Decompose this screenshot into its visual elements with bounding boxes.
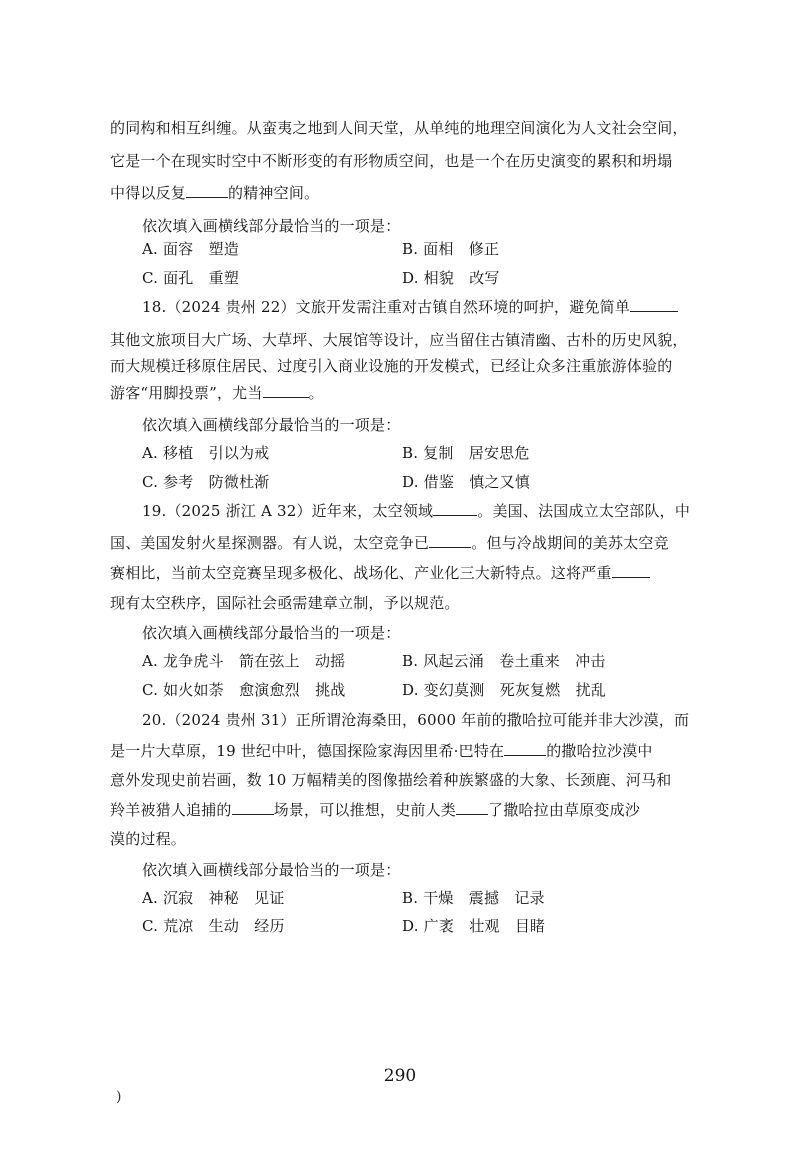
answer-blank: [433, 501, 477, 516]
question-text: 。但与冷战期间的美苏太空竞: [471, 534, 669, 552]
answer-blank: [456, 800, 488, 815]
option-a: A. 移植 引以为戒: [142, 444, 270, 462]
answer-blank: [263, 383, 309, 398]
question-18-line: 而大规模迁移原住居民、过度引入商业设施的开发模式，已经让众多注重旅游体验的: [110, 357, 673, 375]
question-text: 羚羊被猎人追捕的: [110, 801, 232, 819]
option-d: D. 借鉴 慎之又慎: [402, 473, 531, 491]
question-text: 了撒哈拉由草原变成沙: [488, 801, 641, 819]
option-c: C. 参考 防微杜渐: [142, 473, 270, 491]
question-20-line: 意外发现史前岩画，数 10 万幅精美的图像描绘着种族繁盛的大象、长颈鹿、河马和: [110, 771, 672, 789]
option-a: A. 龙争虎斗 箭在弦上 动摇: [142, 652, 346, 670]
question-text: 游客“用脚投票”，尤当: [110, 384, 263, 402]
option-d: D. 相貌 改写: [402, 269, 500, 287]
answer-blank: [186, 183, 228, 198]
passage-text: 中得以反复: [110, 184, 187, 202]
question-19-line: 现有太空秩序，国际社会亟需建章立制，予以规范。: [110, 594, 460, 612]
passage-line: [110, 183, 710, 203]
question-text: 19.（2025 浙江 A 32）近年来，太空领域: [142, 502, 434, 520]
question-text: 的撒哈拉沙漠中: [546, 742, 653, 760]
passage-line: 的同构和相互纠缠。从蛮夷之地到人间天堂，从单纯的地理空间演化为人文社会空间，: [110, 119, 688, 137]
question-20-line: [110, 800, 710, 820]
option-b: B. 复制 居安思危: [402, 444, 530, 462]
question-instruction: 依次填入画横线部分最恰当的一项是：: [142, 217, 401, 235]
answer-blank: [232, 800, 274, 815]
passage-line: 它是一个在现实时空中不断形变的有形物质空间，也是一个在历史演变的累积和坍塌: [110, 152, 673, 170]
question-text: 。美国、法国成立太空部队，中: [477, 502, 691, 520]
option-c: C. 荒凉 生动 经历: [142, 917, 285, 935]
question-text: 18.（2024 贵州 22）文旅开发需注重对古镇自然环境的呵护，避免简单: [142, 298, 631, 316]
page-number: 290: [383, 1066, 417, 1086]
question-instruction: 依次填入画横线部分最恰当的一项是：: [142, 624, 401, 642]
question-18-line: [142, 297, 742, 317]
question-20-line: 20.（2024 贵州 31）正所谓沧海桑田，6000 年前的撒哈拉可能并非大沙漠，而: [142, 711, 690, 729]
question-text: 赛相比，当前太空竞赛呈现多极化、战场化、产业化三大新特点。这将严重: [110, 564, 612, 582]
question-19-line: [110, 533, 710, 553]
passage-text: 的精神空间。: [228, 184, 320, 202]
answer-blank: [630, 297, 678, 312]
option-b: B. 干燥 震撼 记录: [402, 889, 545, 907]
scan-edge-mark: ): [116, 1089, 122, 1105]
option-a: A. 沉寂 神秘 见证: [142, 889, 285, 907]
option-c: C. 面孔 重塑: [142, 269, 240, 287]
option-d: D. 广袤 壮观 目睹: [402, 917, 546, 935]
question-19-line: [142, 501, 742, 521]
question-20-line: [110, 741, 710, 761]
answer-blank: [504, 741, 546, 756]
option-b: B. 面相 修正: [402, 240, 500, 258]
question-instruction: 依次填入画横线部分最恰当的一项是：: [142, 416, 401, 434]
question-18-line: 其他文旅项目大广场、大草坪、大展馆等设计，应当留住古镇清幽、古朴的历史风貌，: [110, 331, 688, 349]
answer-blank: [612, 563, 650, 578]
question-19-line: [110, 563, 710, 583]
question-text: 。: [308, 384, 324, 402]
option-c: C. 如火如荼 愈演愈烈 挑战: [142, 681, 346, 699]
question-text: 国、美国发射火星探测器。有人说，太空竞争已: [110, 534, 430, 552]
question-text: 是一片大草原，19 世纪中叶，德国探险家海因里希·巴特在: [110, 742, 505, 760]
question-instruction: 依次填入画横线部分最恰当的一项是：: [142, 861, 401, 879]
question-20-line: 漠的过程。: [110, 830, 187, 848]
option-b: B. 风起云涌 卷土重来 冲击: [402, 652, 606, 670]
question-text: 场景，可以推想，史前人类: [273, 801, 457, 819]
option-a: A. 面容 塑造: [142, 240, 239, 258]
answer-blank: [429, 533, 471, 548]
option-d: D. 变幻莫测 死灰复燃 扰乱: [402, 681, 607, 699]
question-18-line: [110, 383, 710, 403]
